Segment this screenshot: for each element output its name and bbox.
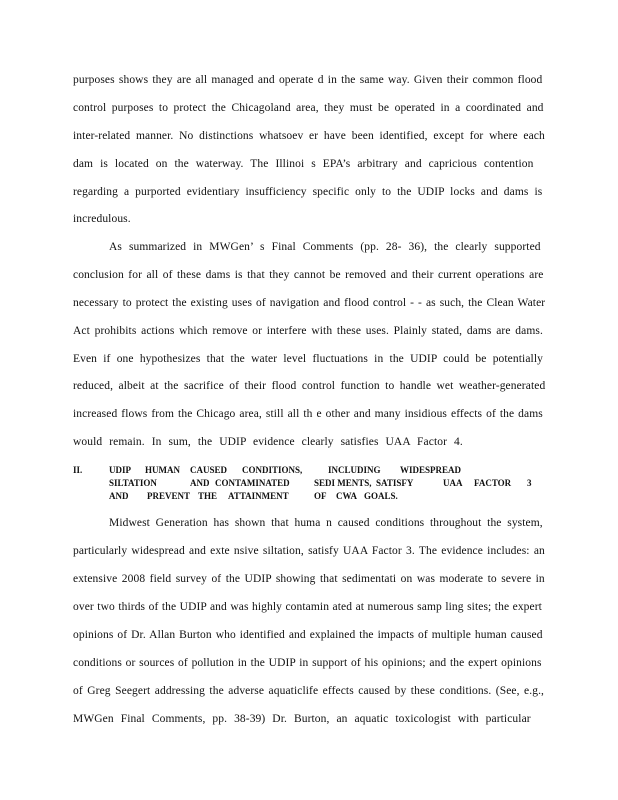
heading-word: AND	[190, 478, 210, 488]
heading-word: CONTAMINATED	[215, 478, 290, 488]
heading-word: CAUSED	[190, 465, 228, 475]
heading-word: AND	[109, 491, 129, 501]
paragraph-2-line-8: would remain. In sum, the UDIP evidence clearly satisfies UAA Factor 4.	[73, 436, 463, 448]
paragraph-3-line-8: MWGen Final Comments, pp. 38-39) Dr. Burton, an aquatic toxicologist with particular	[73, 713, 531, 725]
paragraph-2-line-3: necessary to protect the existing uses of navigation and flood control - - as such, the Clean Water	[73, 297, 546, 309]
heading-word: UDIP	[109, 465, 131, 475]
heading-word: UAA	[443, 478, 463, 488]
heading-word: WIDESPREAD	[400, 465, 462, 475]
paragraph-1-line-5: regarding a purported evidentiary insufficiency specific only to the UDIP locks and dams is	[73, 186, 543, 198]
heading-word: ATTAINMENT	[228, 491, 289, 501]
paragraph-2-line-6: reduced, albeit at the sacrifice of their flood control function to handle wet weather-generated	[73, 380, 546, 392]
paragraph-3-line-1: Midwest Generation has shown that huma n caused conditions throughout the system,	[109, 517, 543, 529]
paragraph-3-line-7: of Greg Seegert addressing the adverse aquaticlife effects caused by these conditions. (See, e.g.,	[73, 685, 545, 697]
heading-word: FACTOR	[474, 478, 512, 488]
paragraph-3-line-3: extensive 2008 field survey of the UDIP showing that sedimentati on was moderate to severe in	[73, 573, 545, 585]
heading-word: 3	[527, 478, 532, 488]
paragraph-2-line-1: As summarized in MWGen’ s Final Comments (pp. 28- 36), the clearly supported	[109, 241, 541, 253]
heading-word: OF	[314, 491, 327, 501]
heading-word: SEDI MENTS,	[314, 478, 372, 488]
paragraph-1-line-1: purposes shows they are all managed and operate d in the same way. Given their common flood	[73, 74, 543, 86]
heading-word: THE	[198, 491, 218, 501]
paragraph-3-line-5: opinions of Dr. Allan Burton who identified and explained the impacts of multiple human caused	[73, 629, 543, 641]
paragraph-2-line-5: Even if one hypothesizes that the water level fluctuations in the UDIP could be potentially	[73, 353, 543, 365]
heading-word: PREVENT	[147, 491, 191, 501]
paragraph-1-line-6: incredulous.	[73, 213, 131, 225]
paragraph-3-line-2: particularly widespread and exte nsive siltation, satisfy UAA Factor 3. The evidence includes: an	[73, 545, 545, 557]
paragraph-2-line-2: conclusion for all of these dams is that they cannot be removed and their current operations are	[73, 269, 544, 281]
paragraph-1-line-3: inter-related manner. No distinctions whatsoev er have been identified, except for where each	[73, 130, 545, 142]
heading-word: CONDITIONS,	[242, 465, 303, 475]
heading-word: SILTATION	[109, 478, 157, 488]
paragraph-1-line-4: dam is located on the waterway. The Illinoi s EPA’s arbitrary and capricious contention	[73, 158, 534, 170]
paragraph-2-line-4: Act prohibits actions which remove or interfere with these uses. Plainly stated, dams are dams.	[73, 325, 543, 337]
paragraph-3-line-6: conditions or sources of pollution in the UDIP in support of his opinions; and the expert opinions	[73, 657, 542, 669]
paragraph-2-line-7: increased flows from the Chicago area, still all th e other and many insidious effects of the dams	[73, 408, 543, 420]
heading-word: CWA	[336, 491, 358, 501]
heading-number: II.	[73, 465, 83, 475]
paragraph-1-line-2: control purposes to protect the Chicagoland area, they must be operated in a coordinated and	[73, 102, 544, 114]
heading-word: HUMAN	[145, 465, 180, 475]
heading-word: GOALS.	[364, 491, 398, 501]
heading-word: SATISFY	[376, 478, 414, 488]
paragraph-3-line-4: over two thirds of the UDIP and was highly contamin ated at numerous samp ling sites; the expert	[73, 601, 542, 613]
heading-word: INCLUDING	[328, 465, 381, 475]
